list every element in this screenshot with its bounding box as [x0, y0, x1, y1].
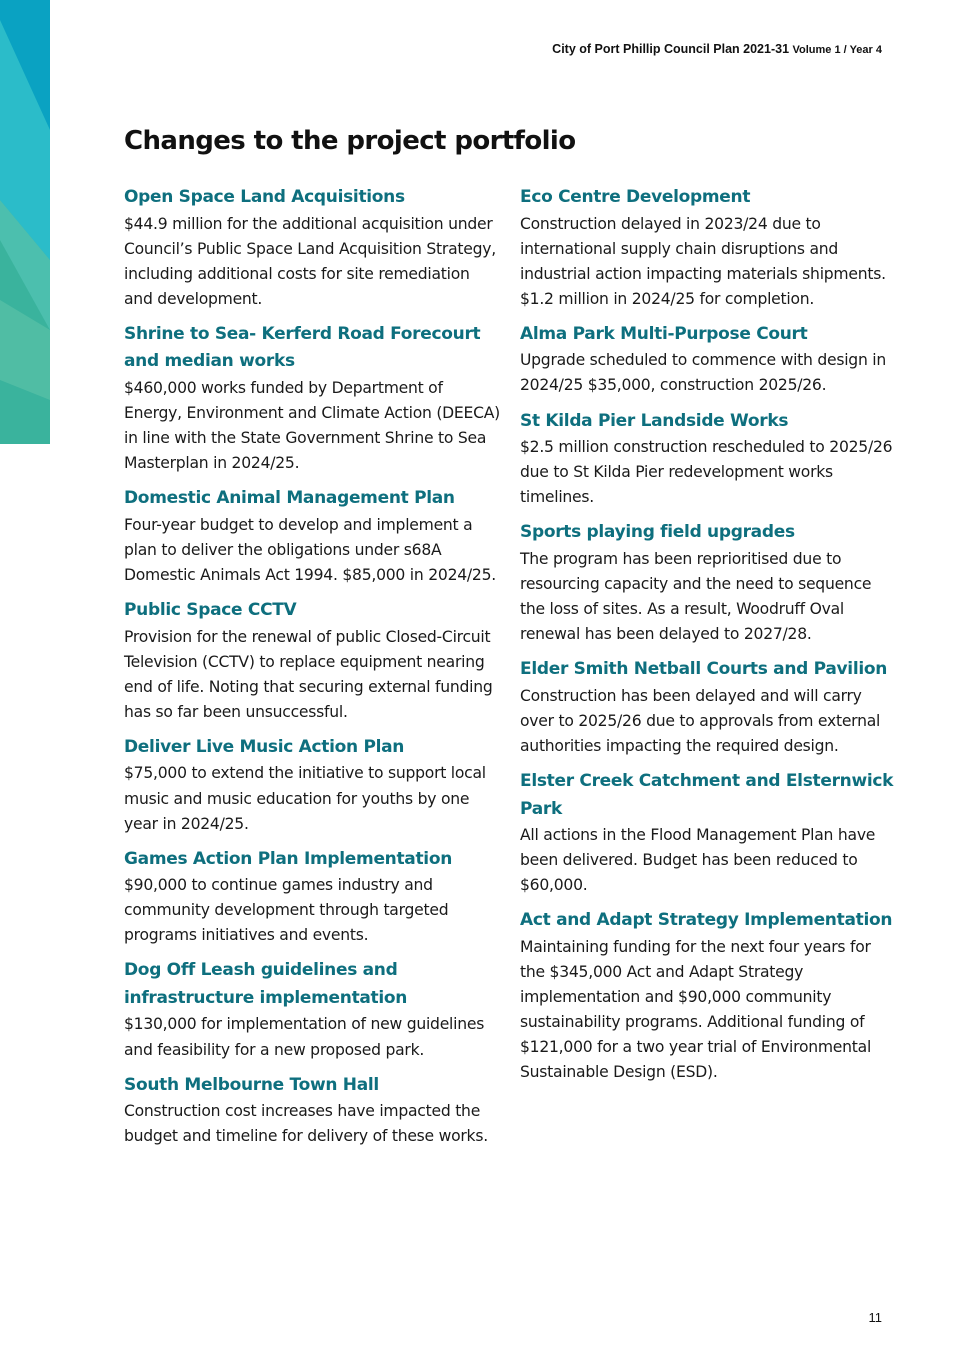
section-body: The program has been reprioritised due to resourcing capacity and the need to sequence the loss of sites. As a result, Woodruff Oval renewal has been delayed to 2027/28.	[520, 549, 872, 644]
section-open-space-land-acquisitions	[124, 184, 502, 312]
section-body: Construction cost increases have impacted the budget and timeline for delivery of these works.	[124, 1102, 488, 1146]
section-games-action-plan	[124, 846, 502, 949]
section-title: Dog Off Leash guidelines and infrastructure implementation	[124, 960, 408, 1008]
section-body: Four-year budget to develop and implement a plan to deliver the obligations under s68A Domestic Animals Act 1994. $85,000 in 2024/25.	[124, 515, 496, 584]
left-column	[124, 184, 502, 1158]
page-title: Changes to the project portfolio	[124, 126, 576, 156]
decorative-side-band	[0, 0, 50, 444]
section-title: Act and Adapt Strategy Implementation	[520, 910, 893, 931]
section-sports-playing-field	[520, 519, 900, 647]
section-body: $130,000 for implementation of new guidelines and feasibility for a new proposed park.	[124, 1015, 485, 1059]
section-eco-centre-development	[520, 184, 900, 312]
section-title: Public Space CCTV	[124, 600, 297, 621]
section-dog-off-leash	[124, 957, 502, 1062]
document-header	[552, 42, 882, 56]
section-title: Elder Smith Netball Courts and Pavilion	[520, 659, 888, 680]
section-title: Sports playing field upgrades	[520, 522, 795, 543]
section-body: $44.9 million for the additional acquisition under Council’s Public Space Land Acquisition Strategy, including additional costs for site remediation and development.	[124, 214, 496, 308]
section-body: $90,000 to continue games industry and community development through targeted programs initiatives and events.	[124, 876, 449, 945]
section-body: Maintaining funding for the next four years for the $345,000 Act and Adapt Strategy implementation and $90,000 community sustainability programs. Additional funding of $121,000 for a two year trial of Environmental Sustainable Design (ESD).	[520, 937, 872, 1082]
section-st-kilda-pier	[520, 408, 900, 511]
section-act-and-adapt	[520, 907, 900, 1085]
section-body: Provision for the renewal of public Closed-Circuit Television (CCTV) to replace equipment nearing end of life. Noting that securing external funding has so far been unsuccessful.	[124, 627, 493, 721]
section-domestic-animal-management-plan	[124, 485, 502, 588]
section-title: Eco Centre Development	[520, 187, 751, 207]
section-elder-smith-netball	[520, 656, 900, 759]
section-body: $75,000 to extend the initiative to support local music and music education for youths by one year in 2024/25.	[124, 764, 486, 833]
section-title: Domestic Animal Management Plan	[124, 488, 455, 509]
section-title: Elster Creek Catchment and Elsternwick Park	[520, 771, 894, 819]
right-column	[520, 184, 900, 1094]
section-live-music-action-plan	[124, 734, 502, 837]
header-title: City of Port Phillip Council Plan 2021-31	[552, 42, 790, 56]
section-title: Games Action Plan Implementation	[124, 848, 453, 869]
section-title: South Melbourne Town Hall	[124, 1074, 379, 1095]
section-shrine-to-sea	[124, 321, 502, 476]
section-south-melbourne-town-hall	[124, 1072, 502, 1150]
section-body: Upgrade scheduled to commence with design in 2024/25 $35,000, construction 2025/26.	[520, 351, 887, 395]
page-number: 11	[868, 1310, 882, 1325]
section-public-space-cctv	[124, 597, 502, 725]
header-volume: Volume 1 / Year 4	[792, 44, 882, 56]
section-title: Shrine to Sea- Kerferd Road Forecourt and median works	[124, 323, 481, 372]
section-body: Construction has been delayed and will carry over to 2025/26 due to approvals from external authorities impacting the required design.	[520, 686, 881, 755]
section-title: Open Space Land Acquisitions	[124, 187, 405, 207]
section-alma-park-court	[520, 321, 900, 399]
section-title: Deliver Live Music Action Plan	[124, 736, 405, 757]
section-body: $2.5 million construction rescheduled to 2025/26 due to St Kilda Pier redevelopment works timelines.	[520, 438, 893, 507]
section-body: All actions in the Flood Management Plan have been delivered. Budget has been reduced to $60,000.	[520, 826, 876, 895]
section-elster-creek	[520, 768, 900, 898]
section-title: St Kilda Pier Landside Works	[520, 410, 789, 431]
section-body: $460,000 works funded by Department of Energy, Environment and Climate Action (DEECA) in line with the State Government Shrine to Sea Masterplan in 2024/25.	[124, 378, 501, 473]
section-title: Alma Park Multi-Purpose Court	[520, 323, 808, 344]
section-body: Construction delayed in 2023/24 due to international supply chain disruptions and industrial action impacting materials shipments. $1.2 million in 2024/25 for completion.	[520, 214, 886, 308]
